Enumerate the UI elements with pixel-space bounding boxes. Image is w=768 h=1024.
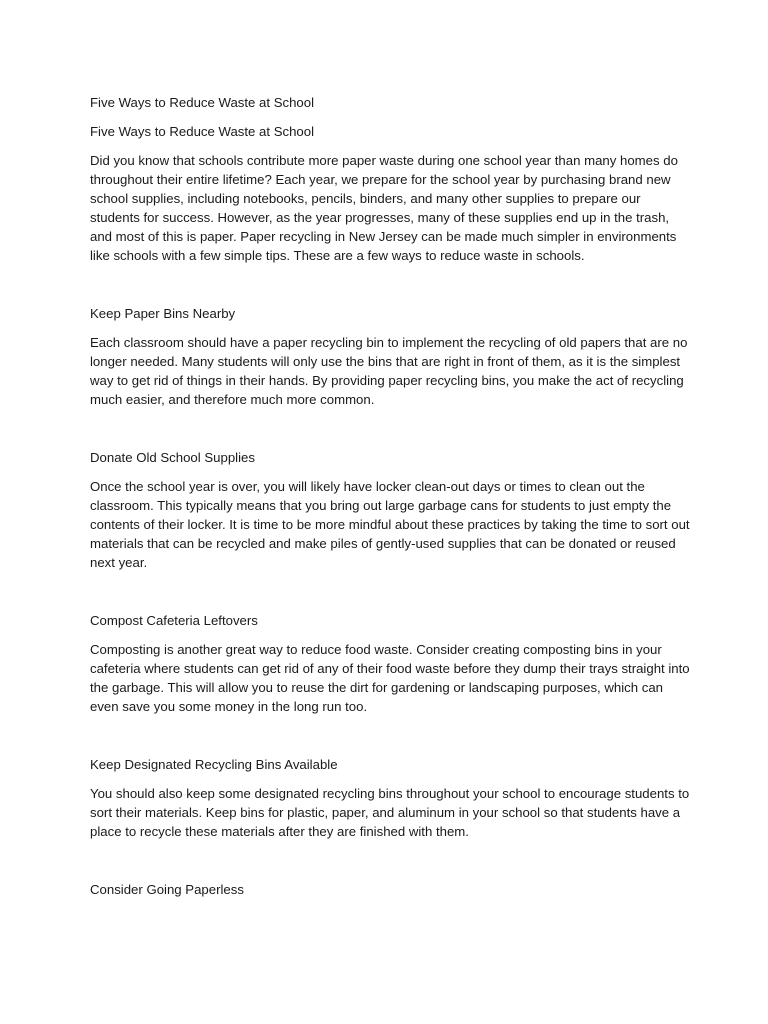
section-body-paper-bins: Each classroom should have a paper recycling bin to implement the recycling of old papers that are no longer needed. Many students will only use the bins that are right in front of them, as it is the simplest way to get rid of things in their hands. By providing paper recycling bins, you make the act of recycling much easier, and therefore much more common. xyxy=(90,335,688,407)
document-subtitle: Five Ways to Reduce Waste at School xyxy=(90,124,315,139)
section-body-recycling-bins: You should also keep some designated recycling bins throughout your school to encourage students to sort their materials. Keep bins for plastic, paper, and aluminum in your school so that students have a place to recycle these materials after they are finished with them. xyxy=(90,786,690,839)
intro-paragraph: Did you know that schools contribute more paper waste during one school year than many homes do throughout their entire lifetime? Each year, we prepare for the school year by purchasing brand new school supplies, including notebooks, pencils, binders, and many other supplies to prepare our students for success. However, as the year progresses, many of these supplies end up in the trash, and most of this is paper. Paper recycling in New Jersey can be made much simpler in environments like schools with a few simple tips. These are a few ways to reduce waste in schools. xyxy=(90,153,678,263)
section-heading-paper-bins: Keep Paper Bins Nearby xyxy=(90,306,236,321)
section-heading-compost: Compost Cafeteria Leftovers xyxy=(90,613,258,628)
section-heading-paperless: Consider Going Paperless xyxy=(90,882,244,897)
section-heading-recycling-bins: Keep Designated Recycling Bins Available xyxy=(90,757,338,772)
section-body-compost: Composting is another great way to reduce food waste. Consider creating composting bins in your cafeteria where students can get rid of any of their food waste before they dump their trays straight into the garbage. This will allow you to reuse the dirt for gardening or landscaping purposes, which can even save you some money in the long run too. xyxy=(90,642,690,714)
section-body-donate-supplies: Once the school year is over, you will likely have locker clean-out days or times to clean out the classroom. This typically means that you bring out large garbage cans for students to just empty the contents of their locker. It is time to be more mindful about these practices by taking the time to sort out materials that can be recycled and make piles of gently-used supplies that can be donated or reused next year. xyxy=(90,479,690,570)
document-body xyxy=(90,93,690,899)
section-heading-donate-supplies: Donate Old School Supplies xyxy=(90,450,255,465)
document-title: Five Ways to Reduce Waste at School xyxy=(90,95,315,110)
